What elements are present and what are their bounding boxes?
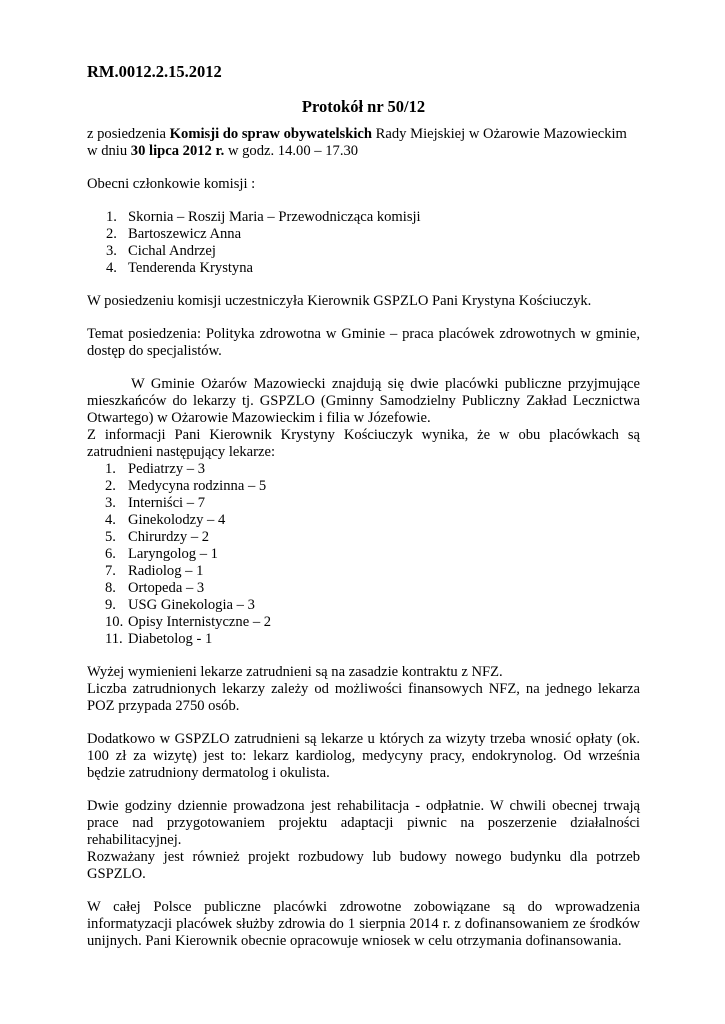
facilities-paragraph: W Gminie Ożarów Mazowiecki znajdują się dwie placówki publiczne przyjmujące mieszkańców do lekarzy tj. GSPZLO (Gminny Samodzielny Publiczny Zakład Lecznictwa Otwartego) w Ożarowie Mazowieckim i filia w Józefowie. <box>87 376 640 426</box>
doctors-list <box>87 461 640 648</box>
list-item: 6. Laryngolog – 1 <box>105 546 218 562</box>
document-page <box>87 62 640 950</box>
list-item: 11. Diabetolog - 1 <box>105 631 213 647</box>
nfz-paragraph-1: Wyżej wymienieni lekarze zatrudnieni są na zasadzie kontraktu z NFZ. <box>87 664 503 680</box>
list-item: 1. Pediatrzy – 3 <box>105 461 206 477</box>
list-item: 7. Radiolog – 1 <box>105 563 204 579</box>
members-heading: Obecni członkowie komisji : <box>87 176 256 192</box>
list-item: 4. Ginekolodzy – 4 <box>105 512 226 528</box>
participant-paragraph: W posiedzeniu komisji uczestniczyła Kierownik GSPZLO Pani Krystyna Kościuczyk. <box>87 293 592 309</box>
meeting-date: 30 lipca 2012 r. <box>130 143 225 159</box>
list-item: 8. Ortopeda – 3 <box>105 580 205 596</box>
rehabilitation-paragraph-1: Dwie godziny dziennie prowadzona jest rehabilitacja - odpłatnie. W chwili obecnej trwają prace nad przygotowaniem projektu adaptacji piwnic na poszerzenie działalności rehabilitacyjnej. <box>87 798 640 848</box>
intro-text-4: w godz. 14.00 – 17.30 <box>224 143 359 159</box>
list-item: 3. Interniści – 7 <box>105 495 206 511</box>
intro-text-2: Rady Miejskiej w Ożarowie Mazowieckim <box>371 126 627 142</box>
intro-paragraph <box>87 126 640 160</box>
intro-text-1: z posiedzenia <box>87 126 170 142</box>
topic-paragraph: Temat posiedzenia: Polityka zdrowotna w Gminie – praca placówek zdrowotnych w gminie, dostęp do specjalistów. <box>87 326 640 359</box>
info-paragraph: Z informacji Pani Kierownik Krystyny Kościuczyk wynika, że w obu placówkach są zatrudnieni następujący lekarze: <box>87 427 640 460</box>
list-item: 9. USG Ginekologia – 3 <box>105 597 255 613</box>
list-item: 2. Bartoszewicz Anna <box>106 226 242 242</box>
list-item: 4. Tenderenda Krystyna <box>106 260 254 276</box>
list-item: 10. Opisy Internistyczne – 2 <box>105 614 272 630</box>
list-item: 5. Chirurdzy – 2 <box>105 529 210 545</box>
members-list <box>87 209 640 277</box>
list-item: 1. Skornia – Roszij Maria – Przewodnicząca komisji <box>106 209 421 225</box>
list-item: 3. Cichal Andrzej <box>106 243 216 259</box>
nfz-paragraph-2: Liczba zatrudnionych lekarzy zależy od możliwości finansowych NFZ, na jednego lekarza POZ przypada 2750 osób. <box>87 681 640 714</box>
rehabilitation-paragraph-2: Rozważany jest również projekt rozbudowy lub budowy nowego budynku dla potrzeb GSPZLO. <box>87 849 640 882</box>
informatization-paragraph: W całej Polsce publiczne placówki zdrowotne zobowiązane są do wprowadzenia informatyzacji placówek służby zdrowia do 1 sierpnia 2014 r. z dofinansowaniem ze środków unijnych. Pani Kierownik obecnie opracowuje wniosek w celu otrzymania dofinansowania. <box>87 899 640 949</box>
list-item: 2. Medycyna rodzinna – 5 <box>105 478 267 494</box>
document-title: Protokół nr 50/12 <box>301 97 426 116</box>
document-reference: RM.0012.2.15.2012 <box>87 62 222 81</box>
committee-name: Komisji do spraw obywatelskich <box>169 126 372 142</box>
paid-doctors-paragraph: Dodatkowo w GSPZLO zatrudnieni są lekarze u których za wizyty trzeba wnosić opłaty (ok. 100 zł za wizytę) jest to: lekarz kardiolog, medycyny pracy, endokrynolog. Od września będzie zatrudniony dermatolog i okulista. <box>87 731 640 781</box>
intro-text-3: w dniu <box>87 143 131 159</box>
